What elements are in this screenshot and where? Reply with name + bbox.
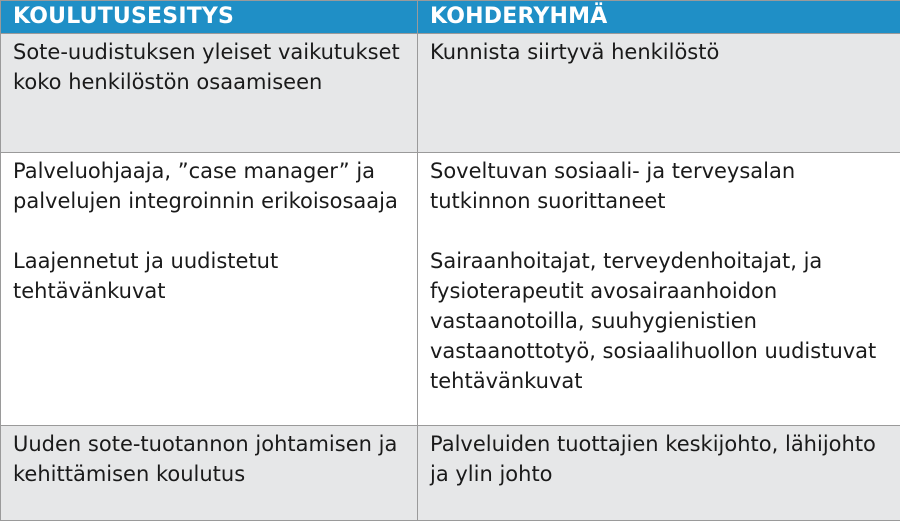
header-row [1,1,900,34]
table-row [1,426,900,521]
header-target-group: KOHDERYHMÄ [418,1,900,34]
cell-text: Palveluiden tuottajien keskijohto, lähijohto ja ylin johto [430,429,888,489]
cell-text: Soveltuvan sosiaali- ja terveysalan tutkinnon suorittaneet [430,156,888,216]
cell-text: Laajennetut ja uudistetut tehtävänkuvat [13,246,405,306]
target-group-cell [418,426,900,521]
table-row [1,34,900,153]
target-group-cell [418,34,900,153]
header-training: KOULUTUSESITYS [1,1,418,34]
table-row [1,153,900,426]
training-cell [1,426,418,521]
training-cell [1,34,418,153]
training-cell [1,153,418,426]
cell-text: Kunnista siirtyvä henkilöstö [430,37,888,67]
cell-text: Sairaanhoitajat, terveydenhoitajat, ja fysioterapeutit avosairaanhoidon vastaanotoilla, suuhygienistien vastaanottotyö, sosiaalihuollon uudistuvat tehtävänkuvat [430,246,888,396]
cell-text: Sote-uudistuksen yleiset vaikutukset koko henkilöstön osaamiseen [13,37,405,97]
cell-text: Palveluohjaaja, ”case manager” ja palvelujen integroinnin erikoisosaaja [13,156,405,216]
cell-text: Uuden sote-tuotannon johtamisen ja kehittämisen koulutus [13,429,405,489]
target-group-cell [418,153,900,426]
